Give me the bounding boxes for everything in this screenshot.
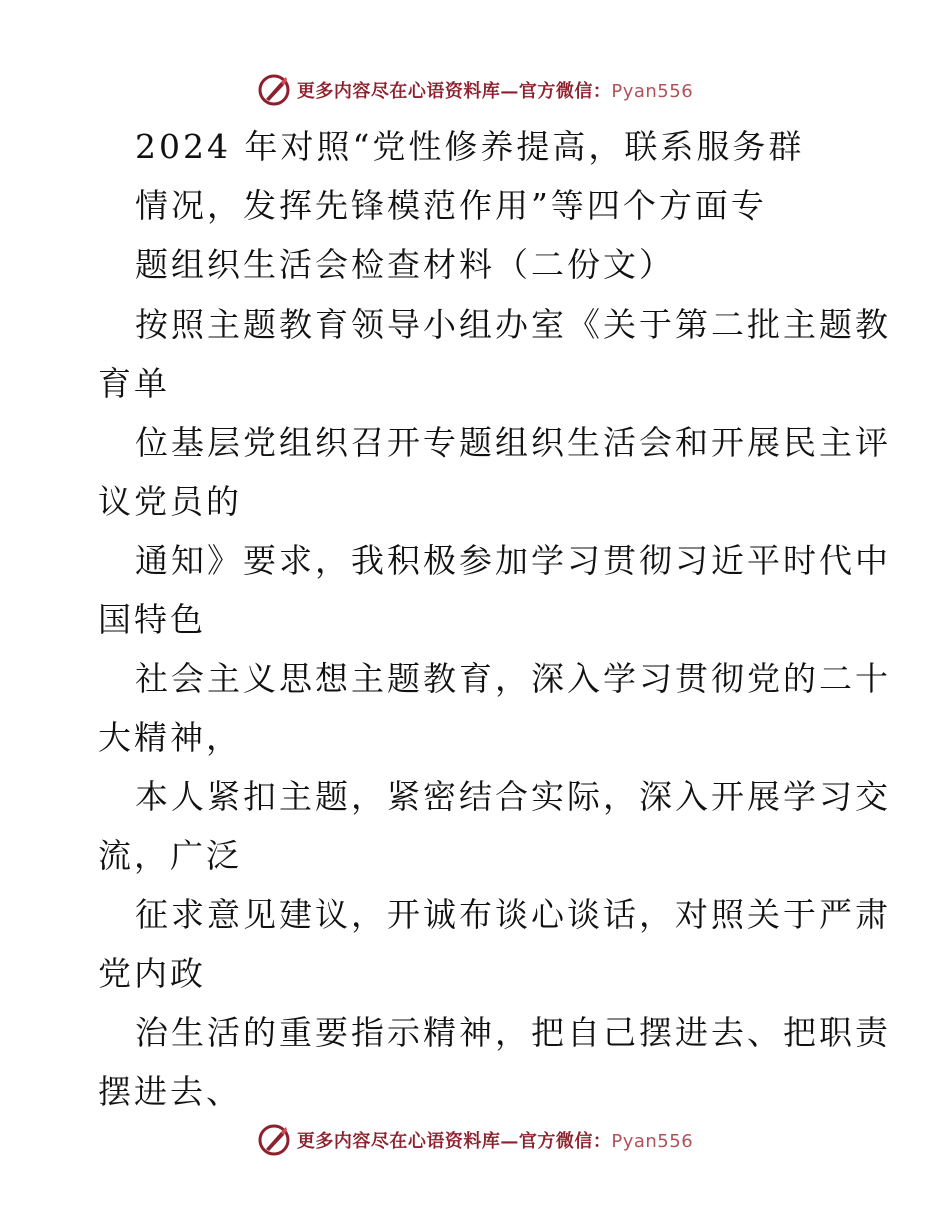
quill-pen-logo-icon xyxy=(257,73,291,107)
watermark-label: 更多内容尽在心语资料库—官方微信： xyxy=(296,1131,612,1152)
watermark-text xyxy=(297,1127,693,1153)
title-line-2: 情况，发挥先锋模范作用”等四个方面专 xyxy=(135,186,767,225)
title-line-1: 2024 年对照“党性修养提高，联系服务群 xyxy=(135,127,805,166)
footer-watermark xyxy=(0,1120,950,1160)
body-line: 位基层党组织召开专题组织生活会和开展民主评 xyxy=(135,423,891,462)
body-line: 国特色 xyxy=(98,600,206,639)
body-line: 按照主题教育领导小组办室《关于第二批主题教 xyxy=(135,305,891,344)
body-line: 育单 xyxy=(98,364,170,403)
watermark-wechat-id: Pyan556 xyxy=(611,81,694,102)
body-line: 摆进去、 xyxy=(98,1072,242,1111)
quill-pen-logo-icon xyxy=(257,1123,291,1157)
body-line: 通知》要求，我积极参加学习贯彻习近平时代中 xyxy=(135,541,891,580)
body-line: 本人紧扣主题，紧密结合实际，深入开展学习交 xyxy=(135,777,891,816)
watermark-wechat-id: Pyan556 xyxy=(611,1131,694,1152)
body-line: 党内政 xyxy=(98,954,206,993)
body-line: 大精神， xyxy=(98,718,242,757)
watermark-text xyxy=(297,77,693,103)
body-line: 流，广泛 xyxy=(98,836,242,875)
body-line: 征求意见建议，开诚布谈心谈话，对照关于严肃 xyxy=(135,895,891,934)
body-line: 社会主义思想主题教育，深入学习贯彻党的二十 xyxy=(135,659,891,698)
title-line-3: 题组织生活会检查材料（二份文） xyxy=(135,245,675,284)
body-line: 议党员的 xyxy=(98,482,242,521)
header-watermark xyxy=(0,70,950,110)
watermark-label: 更多内容尽在心语资料库—官方微信： xyxy=(296,81,612,102)
body-line: 治生活的重要指示精神，把自己摆进去、把职责 xyxy=(135,1013,891,1052)
